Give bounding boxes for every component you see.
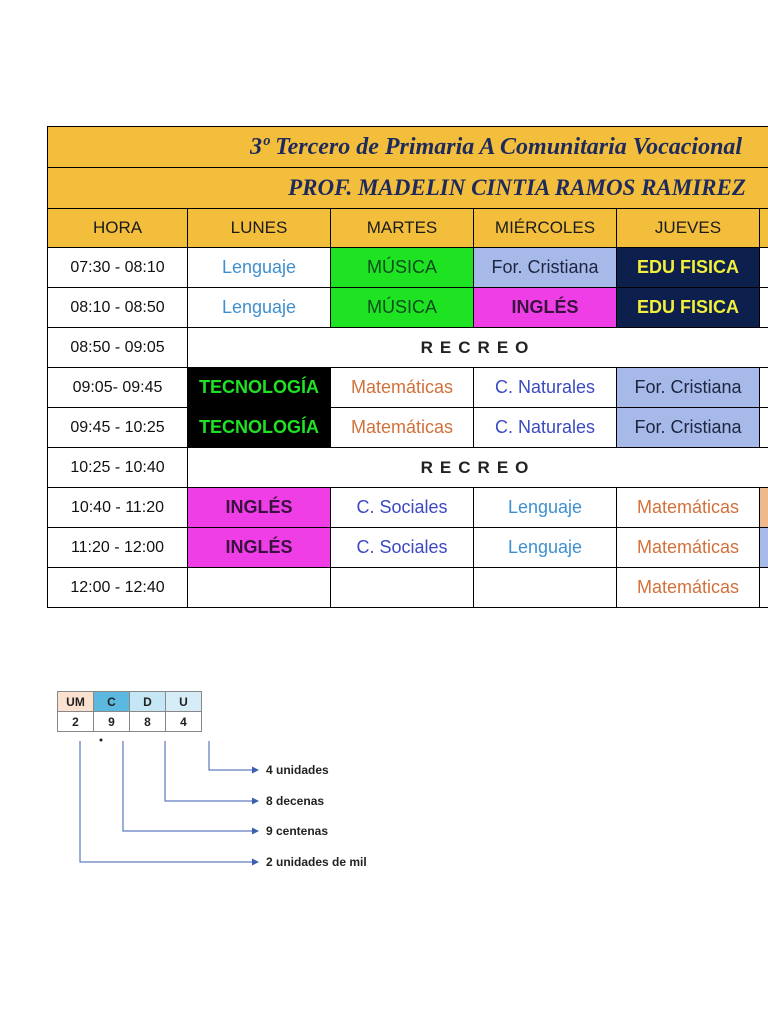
- header-hora: HORA: [48, 209, 188, 248]
- subject-cell: C. Naturales: [474, 408, 617, 448]
- subject-cell: Lenguaje: [188, 248, 331, 288]
- subject-cell: EDU FISICA: [617, 288, 760, 328]
- time-cell: 11:20 - 12:00: [48, 528, 188, 568]
- subject-cell: Matemáticas: [331, 368, 474, 408]
- subject-cell: Lenguaje: [474, 528, 617, 568]
- subject-cell: C. Naturales: [474, 368, 617, 408]
- subject-cell: TECNOLOGÍA: [188, 408, 331, 448]
- teacher-name: PROF. MADELIN CINTIA RAMOS RAMIREZ: [48, 168, 768, 209]
- subject-cell: Matemáticas: [617, 528, 760, 568]
- time-cell: 12:00 - 12:40: [48, 568, 188, 608]
- subject-cell: C. Sociales: [331, 528, 474, 568]
- recreo-cell: RECREO: [188, 328, 768, 368]
- header-jueves: JUEVES: [617, 209, 760, 248]
- digit-u: 4: [166, 712, 202, 732]
- header-miercoles: MIÉRCOLES: [474, 209, 617, 248]
- subject-cell: EDU FISICA: [617, 248, 760, 288]
- subject-cell: For. Cristiana: [474, 248, 617, 288]
- time-cell: 09:05- 09:45: [48, 368, 188, 408]
- place-header-u: U: [166, 692, 202, 712]
- subject-cell: Lenguaje: [474, 488, 617, 528]
- header-lunes: LUNES: [188, 209, 331, 248]
- subject-cell: TECNOLOGÍA: [188, 368, 331, 408]
- time-cell: 09:45 - 10:25: [48, 408, 188, 448]
- subject-cell: Matemáticas: [331, 408, 474, 448]
- label-decenas: 8 decenas: [266, 794, 325, 808]
- schedule-title: 3º Tercero de Primaria A Comunitaria Vocacional: [48, 127, 768, 168]
- subject-cell: MÚSICA: [331, 248, 474, 288]
- time-cell: 10:40 - 11:20: [48, 488, 188, 528]
- place-header-c: C: [94, 692, 130, 712]
- subject-cell: C. Sociales: [331, 488, 474, 528]
- header-martes: MARTES: [331, 209, 474, 248]
- digit-d: 8: [130, 712, 166, 732]
- connector-centenas: [123, 741, 258, 831]
- place-header-um: UM: [58, 692, 94, 712]
- connector-decenas: [165, 741, 258, 801]
- label-centenas: 9 centenas: [266, 824, 329, 838]
- time-cell: 07:30 - 08:10: [48, 248, 188, 288]
- time-cell: 10:25 - 10:40: [48, 448, 188, 488]
- time-cell: 08:50 - 09:05: [48, 328, 188, 368]
- subject-cell: Matemáticas: [617, 488, 760, 528]
- subject-cell: For. Cristiana: [617, 368, 760, 408]
- recreo-cell: RECREO: [188, 448, 768, 488]
- subject-cell: Lenguaje: [188, 288, 331, 328]
- place-header-d: D: [130, 692, 166, 712]
- decimal-dot: [100, 739, 103, 742]
- subject-cell: INGLÉS: [188, 488, 331, 528]
- subject-cell: INGLÉS: [188, 528, 331, 568]
- subject-cell: MÚSICA: [331, 288, 474, 328]
- subject-cell: Matemáticas: [617, 568, 760, 608]
- subject-cell: For. Cristiana: [617, 408, 760, 448]
- label-unidades: 4 unidades: [266, 763, 329, 777]
- digit-c: 9: [94, 712, 130, 732]
- connector-unidades: [209, 741, 258, 770]
- label-unidades-de-mil: 2 unidades de mil: [266, 855, 367, 869]
- subject-cell: INGLÉS: [474, 288, 617, 328]
- time-cell: 08:10 - 08:50: [48, 288, 188, 328]
- digit-um: 2: [58, 712, 94, 732]
